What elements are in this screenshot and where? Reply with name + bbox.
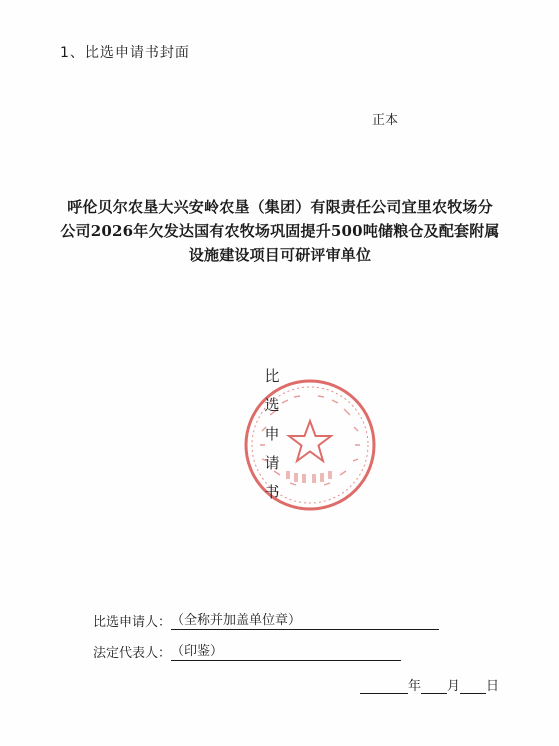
year-label: 年 [408, 679, 422, 694]
copy-label: 正本 [372, 113, 399, 128]
month-label: 月 [447, 679, 461, 694]
year-blank [360, 679, 408, 694]
section-heading: 1、比选申请书封面 [60, 45, 190, 61]
month-blank [421, 679, 447, 694]
vertical-title-char: 请 [264, 454, 280, 472]
date-line [360, 675, 499, 694]
applicant-value: （全称并加盖单位章） [171, 609, 439, 630]
star-icon [289, 421, 331, 461]
title-line: 设施建设项目可研评审单位 [188, 246, 372, 264]
title-line: 呼伦贝尔农垦大兴安岭农垦（集团）有限责任公司宜里农牧场分 [67, 198, 493, 216]
document-title [40, 195, 520, 267]
vertical-title-char: 申 [264, 425, 280, 443]
day-label: 日 [486, 679, 500, 694]
vertical-title-char: 书 [264, 483, 280, 501]
title-line: 公司2026年欠发达国有农牧场巩固提升500吨储粮仓及配套附属 [60, 222, 500, 240]
vertical-title-char: 比 [264, 367, 280, 385]
legal-representative-label: 法定代表人： [93, 646, 172, 661]
day-blank [460, 679, 486, 694]
vertical-title-char: 选 [264, 396, 280, 414]
applicant-label: 比选申请人： [93, 615, 172, 630]
legal-representative-field [93, 640, 401, 661]
legal-representative-value: （印鉴） [171, 640, 401, 661]
applicant-field [93, 609, 439, 630]
vertical-title [260, 362, 284, 507]
